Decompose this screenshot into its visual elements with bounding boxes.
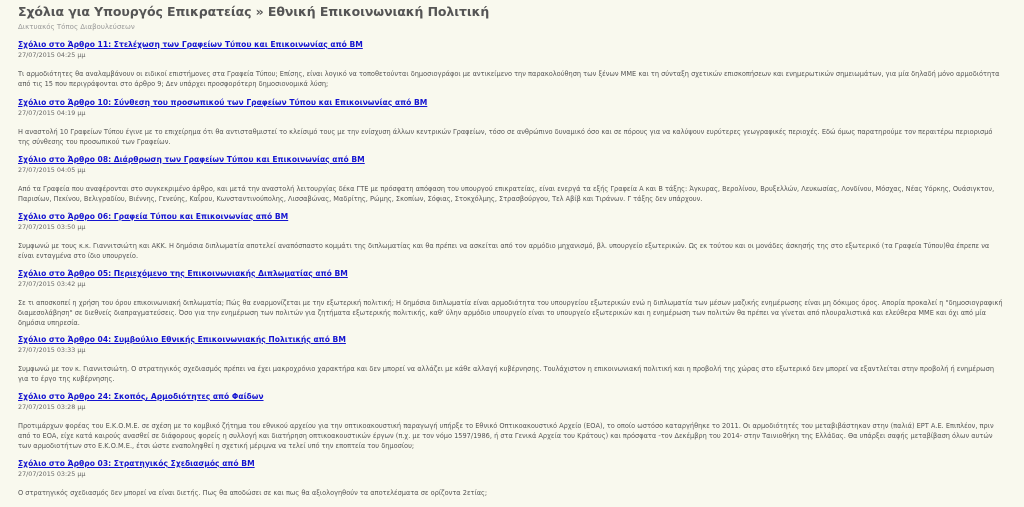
comment-item bbox=[18, 40, 1006, 98]
comment-date: 27/07/2015 03:25 μμ bbox=[18, 470, 86, 478]
comment-item bbox=[18, 155, 1006, 212]
page-subtitle: Δικτυακός Τόπος Διαβουλεύσεων bbox=[18, 23, 135, 31]
comment-body: Σε τι αποσκοπεί η χρήση του όρου επικοινωνιακή διπλωματία; Πώς θα εναρμονίζεται με την εξωτερική πολιτική; Η δημόσια διπλωματία είναι αρμοδιότητα του υπουργείου εξωτερικών ενώ η διπλωματία των μέσων μαζικής ενημέρωσης είναι μη δόκιμος όρος. Απορία προκαλεί η "δημοσιογραφική διαμεσολάβηση" σε διεθνείς διαπραγματεύσεις. Όσο για την ενημέρωση των πολιτών για ζητήματα εξωτερικής πολιτικής, καθ' ύλην αρμόδιο υπουργείο είναι το υπουργείο εξωτερικών και η ενημέρωση των πολιτών θα πρέπει να γίνεται από πλουραλιστικά και ελεύθερα ΜΜΕ και όχι από μία δημόσια υπηρεσία. bbox=[18, 299, 1003, 327]
comment-body: Συμφωνώ με τον κ. Γιαννιτσιώτη. Ο στρατηγικός σχεδιασμός πρέπει να έχει μακροχρόνιο χαρακτήρα και δεν μπορεί να αλλάζει με κάθε αλλαγή κυβέρνησης. Τουλάχιστον η επικοινωνιακή πολιτική και η προβολή της χώρας στο εξωτερικό δεν μπορεί να εξαντλείται στην προβολή ή ενημέρωση για το έργο της κυβέρνησης. bbox=[18, 365, 995, 383]
comment-item bbox=[18, 335, 1006, 392]
comment-date: 27/07/2015 03:33 μμ bbox=[18, 346, 86, 354]
comment-item bbox=[18, 269, 1006, 335]
comment-title-link[interactable]: Σχόλιο στο Άρθρο 10: Σύνθεση του προσωπικού των Γραφείων Τύπου και Επικοινωνίας από ΒΜ bbox=[18, 98, 428, 107]
comment-date: 27/07/2015 03:42 μμ bbox=[18, 280, 86, 288]
comment-date: 27/07/2015 04:05 μμ bbox=[18, 166, 86, 174]
comment-title-link[interactable]: Σχόλιο στο Άρθρο 08: Διάρθρωση των Γραφείων Τύπου και Επικοινωνίας από ΒΜ bbox=[18, 155, 365, 164]
comment-body: Συμφωνώ με τους κ.κ. Γιαννιτσιώτη και ΑΚΚ. Η δημόσια διπλωματία αποτελεί αναπόσπαστο κομμάτι της διπλωματίας και θα πρέπει να ασκείται από τον αρμόδιο μηχανισμό, βλ. υπουργείο εξωτερικών. Ως εκ τούτου και οι μονάδες άσκησής της στο εξωτερικό (τα Γραφεία Τύπου)θα έπρεπε να είναι ενταγμένα στο ίδιο υπουργείο. bbox=[18, 242, 990, 260]
comment-title-link[interactable]: Σχόλιο στο Άρθρο 03: Στρατηγικός Σχεδιασμός από ΒΜ bbox=[18, 459, 255, 468]
comment-body: Τι αρμοδιότητες θα αναλαμβάνουν οι ειδικοί επιστήμονες στα Γραφεία Τύπου; Επίσης, είναι λογικό να τοποθετούνται δημοσιογράφοι με αντικείμενο την παρακολούθηση των ξένων ΜΜΕ και τη σύνταξη σχετικών επισκοπήσεων και ενημερωτικών σημειωμάτων, για μία δηλαδή μόνο αρμοδιότητα από τις 15 που περιγράφονται στο άρθρο 9; Δεν υπάρχει προσφορότερη δημοσιονομικά λύση; bbox=[18, 70, 1000, 88]
comment-date: 27/07/2015 04:19 μμ bbox=[18, 109, 86, 117]
comment-title-link[interactable]: Σχόλιο στο Άρθρο 11: Στελέχωση των Γραφείων Τύπου και Επικοινωνίας από ΒΜ bbox=[18, 40, 363, 49]
comment-title-link[interactable]: Σχόλιο στο Άρθρο 24: Σκοπός, Αρμοδιότητες από Φαίδων bbox=[18, 392, 264, 401]
comment-date: 27/07/2015 04:25 μμ bbox=[18, 51, 86, 59]
comment-item bbox=[18, 459, 1006, 499]
comment-title-link[interactable]: Σχόλιο στο Άρθρο 05: Περιεχόμενο της Επικοινωνιακής Διπλωματίας από ΒΜ bbox=[18, 269, 348, 278]
page-title: Σχόλια για Υπουργός Επικρατείας » Εθνική Επικοινωνιακή Πολιτική bbox=[18, 4, 490, 19]
comment-title-link[interactable]: Σχόλιο στο Άρθρο 06: Γραφεία Τύπου και Επικοινωνίας από ΒΜ bbox=[18, 212, 289, 221]
comment-date: 27/07/2015 03:28 μμ bbox=[18, 403, 86, 411]
comment-item bbox=[18, 392, 1006, 459]
comments-list bbox=[18, 40, 1006, 499]
comment-body: Προτιμάρχων φορέας του Ε.Κ.Ο.Μ.Ε. σε σχέση με το κομβικό ζήτημα του εθνικού αρχείου για την οπτικοακουστική παραγωγή υπήρξε το Εθνικό Οπτικοακουστικό Αρχείο (ΕΟΑ), το οποίο ωστόσο καταργήθηκε το 2011. Οι αρμοδιότητές του μεταβιβάστηκαν στην (παλιά) ΕΡΤ Α.Ε. Επιπλέον, πριν από το ΕΟΑ, είχε κατά καιρούς ανασθεί σε διάφορους φορείς η συλλογή και διατήρηση οπτικοακουστικών έργων (π.χ. με τον νόμο 1597/1986, ή στα Γενικά Αρχεία του Κράτους) και πρόσφατα -τον Δεκέμβρη του 2014- στην Ταινιοθήκη της Ελλάδας. Θα υπάρξει σαφής μεταβίβαση όλων αυτών των αρμοδιοτήτων στο Ε.Κ.Ο.Μ.Ε., έτσι ώστε εναποληφθεί η σχετική μέριμνα να τελεί υπό την εποπτεία του δημοσίου; bbox=[18, 422, 994, 450]
comment-body: Η αναστολή 10 Γραφείων Τύπου έγινε με το επιχείρημα ότι θα αντισταθμιστεί το κλείσιμό τους με την ενίσχυση άλλων κεντρικών Γραφείων, τόσο σε ανθρώπινο δυναμικό όσο και σε πόρους για να καλύψουν ευρύτερες γεωγραφικές περιοχές. Εδώ όμως παρατηρούμε τον περαιτέρω περιορισμό της σύνθεσης του προσωπικού των Γραφείων. bbox=[18, 128, 993, 146]
comment-item bbox=[18, 98, 1006, 155]
page bbox=[0, 4, 1024, 507]
comment-date: 27/07/2015 03:50 μμ bbox=[18, 223, 86, 231]
comment-body: Ο στρατηγικός σχεδιασμός δεν μπορεί να είναι διετής. Πως θα αποδώσει σε και πως θα αξιολογηθούν τα αποτελέσματα σε ορίζοντα 2ετίας; bbox=[18, 489, 488, 497]
comment-body: Από τα Γραφεία που αναφέρονται στο συγκεκριμένο άρθρο, και μετά την αναστολή λειτουργίας δέκα ΓΤΕ με πρόσφατη απόφαση του υπουργού επικρατείας, είναι ενεργά τα εξής Γραφεία Α και Β τάξης: Άγκυρας, Βερολίνου, Βρυξελλών, Λευκωσίας, Λονδίνου, Μόσχας, Νέας Υόρκης, Ουάσιγκτον, Παρισίων, Πεκίνου, Βελιγραδίου, Βιέννης, Γενεύης, Καΐρου, Κωνσταντινούπολης, Λισσαβώνας, Μαδρίτης, Ρώμης, Σκοπίων, Σόφιας, Στοκχόλμης, Στρασβούργου, Τελ Αβίβ και Τιράνων. Γ τάξης δεν υπάρχουν. bbox=[18, 185, 995, 203]
comment-title-link[interactable]: Σχόλιο στο Άρθρο 04: Συμβούλιο Εθνικής Επικοινωνιακής Πολιτικής από ΒΜ bbox=[18, 335, 346, 344]
comment-item bbox=[18, 212, 1006, 269]
